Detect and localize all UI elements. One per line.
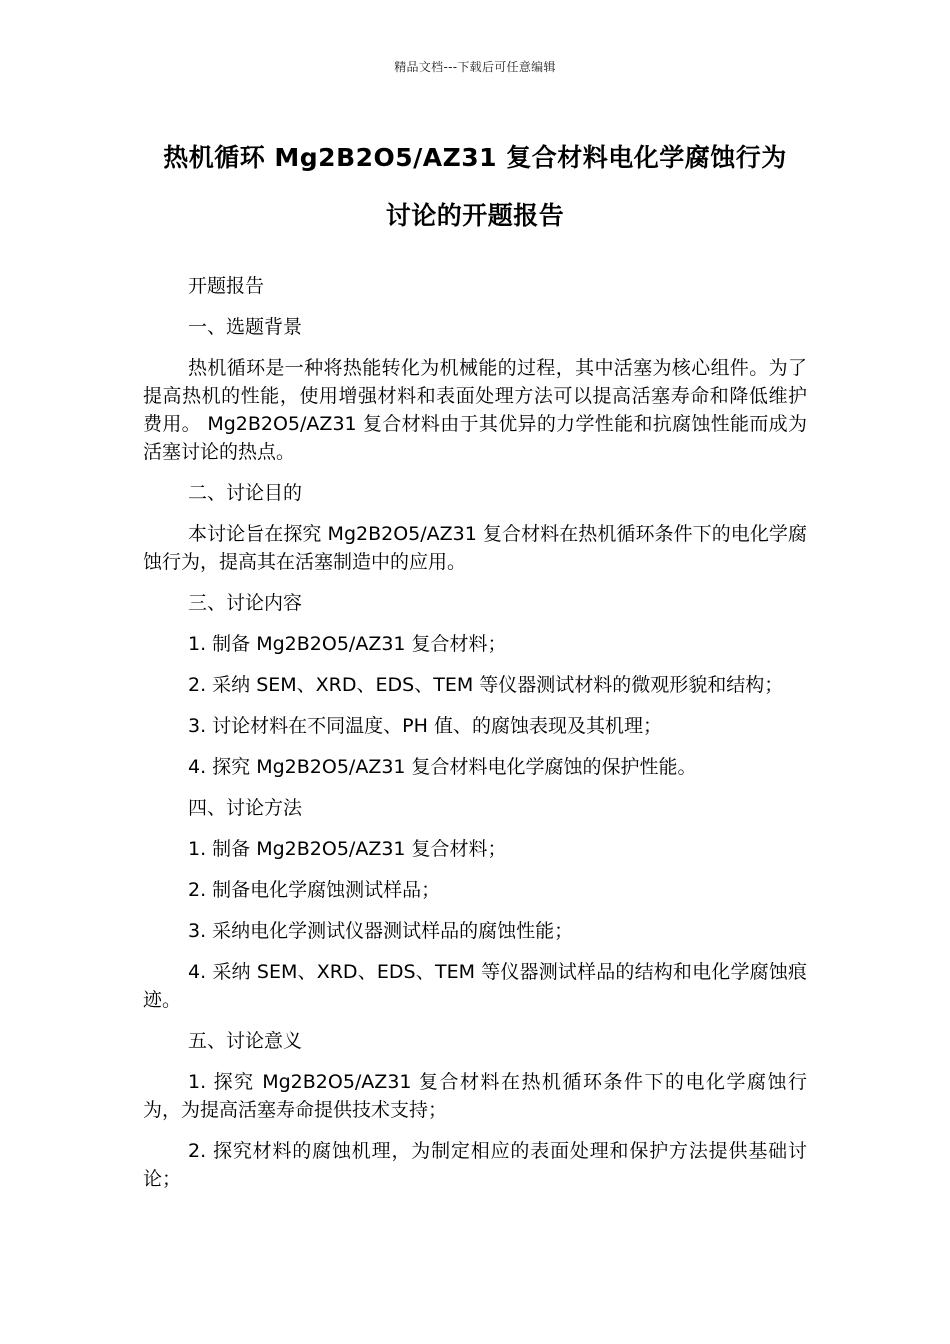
list-item: 3. 讨论材料在不同温度、PH 值、的腐蚀表现及其机理； — [188, 715, 662, 737]
list-item: 2. 探究材料的腐蚀机理，为制定相应的表面处理和保护方法提供基础讨论； — [143, 1140, 807, 1190]
list-item: 1. 制备 Mg2B2O5/AZ31 复合材料； — [188, 838, 507, 860]
list-item: 1. 制备 Mg2B2O5/AZ31 复合材料； — [188, 633, 507, 655]
list-item: 1. 探究 Mg2B2O5/AZ31 复合材料在热机循环条件下的电化学腐蚀行为，为提高活塞寿命提供技术支持； — [143, 1071, 807, 1121]
document-title-line-2: 讨论的开题报告 — [385, 201, 565, 230]
section-heading-background: 一、选题背景 — [188, 316, 303, 338]
list-item: 4. 探究 Mg2B2O5/AZ31 复合材料电化学腐蚀的保护性能。 — [188, 756, 697, 778]
document-title-line-1: 热机循环 Mg2B2O5/AZ31 复合材料电化学腐蚀行为 — [163, 143, 787, 172]
list-item: 2. 采纳 SEM、XRD、EDS、TEM 等仪器测试材料的微观形貌和结构； — [188, 674, 784, 696]
section-heading-significance: 五、讨论意义 — [188, 1030, 303, 1052]
section-heading-purpose: 二、讨论目的 — [188, 482, 303, 504]
list-item: 2. 制备电化学腐蚀测试样品； — [188, 879, 441, 901]
section-label: 开题报告 — [188, 275, 265, 297]
section-heading-methods: 四、讨论方法 — [188, 797, 303, 819]
section-heading-content: 三、讨论内容 — [188, 592, 303, 614]
paragraph-background: 热机循环是一种将热能转化为机械能的过程，其中活塞为核心组件。为了提高热机的性能，使用增强材料和表面处理方法可以提高活塞寿命和降低维护费用。 Mg2B2O5/AZ31 复合材料由于其优异的力学性能和抗腐蚀性能而成为活塞讨论的热点。 — [143, 357, 807, 463]
paragraph-purpose: 本讨论旨在探究 Mg2B2O5/AZ31 复合材料在热机循环条件下的电化学腐蚀行为，提高其在活塞制造中的应用。 — [143, 523, 807, 573]
document-body — [143, 272, 807, 1206]
header-note: 精品文档---下载后可任意编辑 — [394, 60, 556, 74]
list-item: 3. 采纳电化学测试仪器测试样品的腐蚀性能； — [188, 920, 574, 942]
list-item: 4. 采纳 SEM、XRD、EDS、TEM 等仪器测试样品的结构和电化学腐蚀痕迹。 — [143, 961, 807, 1011]
